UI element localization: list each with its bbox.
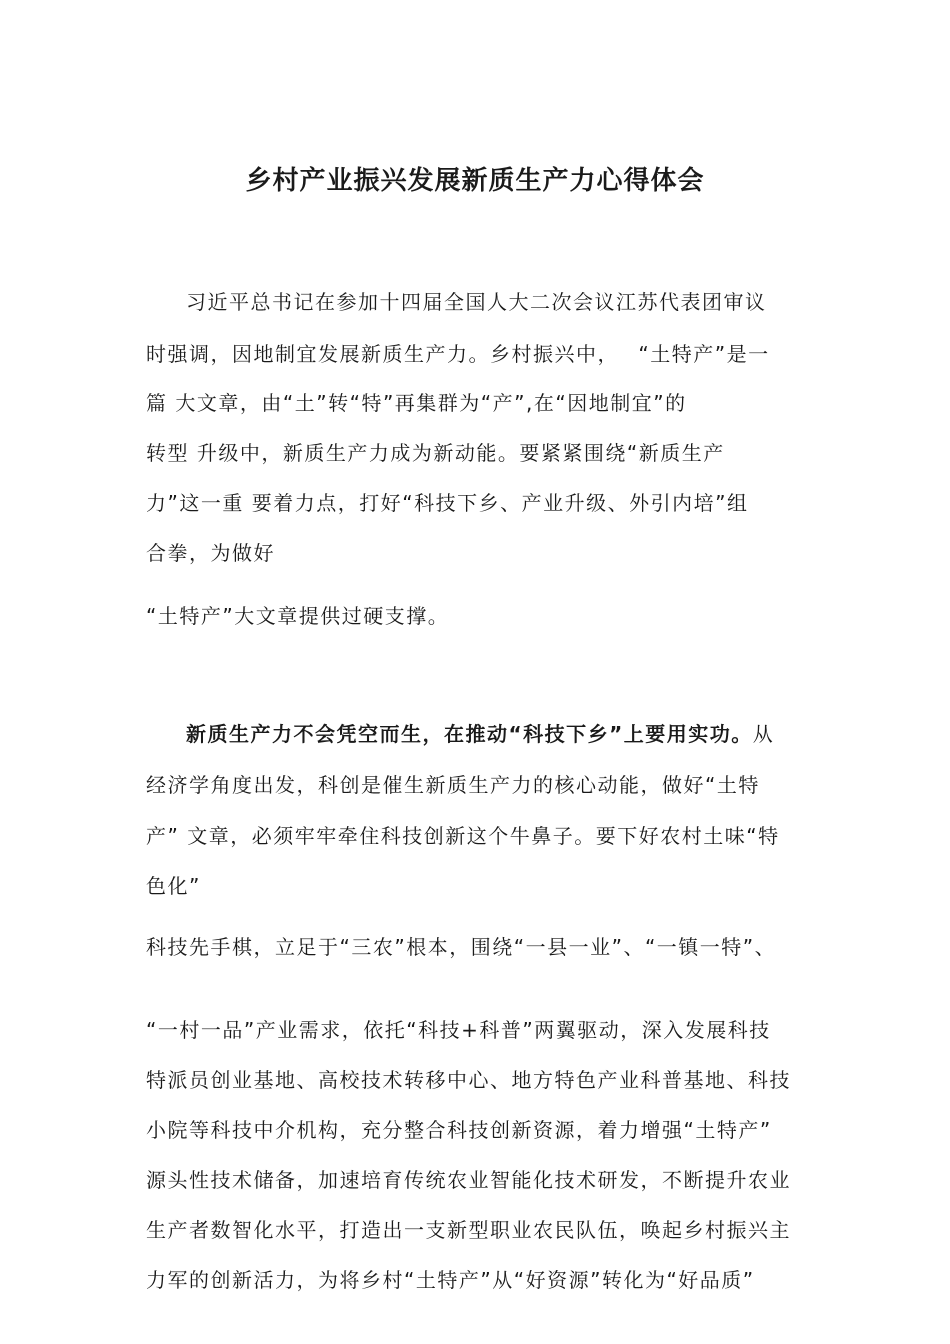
paragraph-1-line-5: 力”这一重 要着力点，打好“科技下乡、产业升级、外引内培”组 bbox=[146, 491, 749, 515]
paragraph-1-line-1: 习近平总书记在参加十四届全国人大二次会议江苏代表团审议 bbox=[186, 290, 767, 314]
paragraph-2-line-7: 特派员创业基地、高校技术转移中心、地方特色产业科普基地、科技 bbox=[146, 1068, 791, 1092]
paragraph-1-line-7: “土特产”大文章提供过硬支撑。 bbox=[146, 604, 450, 628]
paragraph-2-heading-tail: 从 bbox=[752, 722, 775, 746]
paragraph-1-line-4: 转型 升级中，新质生产力成为新动能。要紧紧围绕“新质生产 bbox=[146, 441, 725, 465]
paragraph-2-line-1 bbox=[186, 720, 774, 748]
paragraph-1-line-3: 篇 大文章，由“土”转“特”再集群为“产”,在“因地制宜”的 bbox=[146, 391, 687, 415]
paragraph-2-line-5: 科技先手棋，立足于“三农”根本，围绕“一县一业”、“一镇一特”、 bbox=[146, 935, 777, 959]
paragraph-2-line-10: 生产者数智化水平，打造出一支新型职业农民队伍，唤起乡村振兴主 bbox=[146, 1218, 791, 1242]
paragraph-1-line-6: 合拳，为做好 bbox=[146, 541, 275, 565]
paragraph-1-line-2: 时强调，因地制宜发展新质生产力。乡村振兴中， “土特产”是一 bbox=[146, 342, 770, 366]
paragraph-2-line-9: 源头性技术储备，加速培育传统农业智能化技术研发，不断提升农业 bbox=[146, 1168, 791, 1192]
paragraph-2-line-3: 产” 文章，必须牢牢牵住科技创新这个牛鼻子。要下好农村土味“特 bbox=[146, 824, 780, 848]
paragraph-2-line-11: 力军的创新活力，为将乡村“土特产”从“好资源”转化为“好品质” bbox=[146, 1268, 755, 1292]
document-title: 乡村产业振兴发展新质生产力心得体会 bbox=[245, 166, 705, 196]
paragraph-2-line-4: 色化” bbox=[146, 874, 201, 898]
paragraph-2-line-6: “一村一品”产业需求，依托“科技+科普”两翼驱动，深入发展科技 bbox=[146, 1018, 771, 1042]
paragraph-2-heading: 新质生产力不会凭空而生，在推动“科技下乡”上要用实功。 bbox=[186, 722, 753, 746]
paragraph-2-line-2: 经济学角度出发，科创是催生新质生产力的核心动能，做好“土特 bbox=[146, 773, 760, 797]
paragraph-2-line-8: 小院等科技中介机构，充分整合科技创新资源，着力增强“土特产” bbox=[146, 1118, 772, 1142]
